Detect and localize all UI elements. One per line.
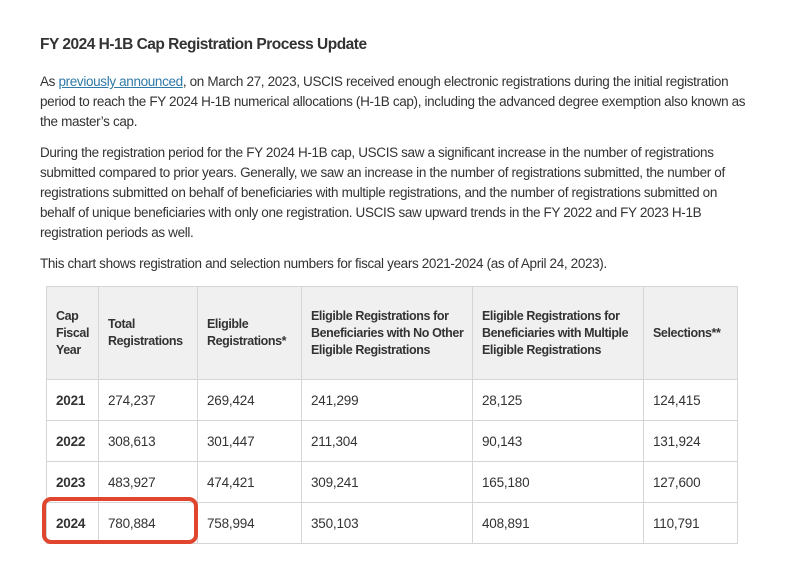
intro-text-after-link: , on March 27, 2023, USCIS received enough electronic registrations during the initial registration period to reach the FY 2024 H-1B numerical allocations (H-1B cap), including the advanced degree exemption also known as the master’s cap. — [40, 74, 746, 129]
table-row-2021 — [47, 380, 738, 421]
year-cell: 2023 — [47, 462, 99, 503]
value-cell: 165,180 — [473, 462, 644, 503]
value-cell: 241,299 — [302, 380, 473, 421]
year-cell: 2024 — [47, 503, 99, 544]
chart-description-paragraph: This chart shows registration and selection numbers for fiscal years 2021-2024 (as of April 24, 2023). — [40, 256, 607, 271]
value-cell: 474,421 — [198, 462, 302, 503]
year-cell: 2022 — [47, 421, 99, 462]
year-cell: 2021 — [47, 380, 99, 421]
value-cell: 127,600 — [644, 462, 738, 503]
col-header-multiple-eligible: Eligible Registrations for Beneficiaries with Multiple Eligible Registrations — [473, 287, 644, 380]
previously-announced-link[interactable]: previously announced — [58, 74, 183, 89]
value-cell: 110,791 — [644, 503, 738, 544]
value-cell: 309,241 — [302, 462, 473, 503]
registration-increase-paragraph: During the registration period for the FY 2024 H-1B cap, USCIS saw a significant increase in the number of registrations submitted compared to prior years. Generally, we saw an increase in the number of registrations submitted, the number of registrations submitted on behalf of beneficiaries with multiple registrations, and the number of registrations submitted on behalf of unique beneficiaries with only one registration. USCIS saw upward trends in the FY 2022 and FY 2023 H-1B registration periods as well. — [40, 145, 725, 240]
intro-paragraph — [40, 72, 754, 132]
value-cell: 131,924 — [644, 421, 738, 462]
value-cell: 758,994 — [198, 503, 302, 544]
value-cell: 780,884 — [99, 503, 198, 544]
value-cell: 28,125 — [473, 380, 644, 421]
registration-table — [46, 286, 738, 544]
value-cell: 350,103 — [302, 503, 473, 544]
col-header-total-registrations: Total Registrations — [99, 287, 198, 380]
value-cell: 301,447 — [198, 421, 302, 462]
registration-table-container — [46, 286, 737, 544]
value-cell: 408,891 — [473, 503, 644, 544]
value-cell: 483,927 — [99, 462, 198, 503]
value-cell: 124,415 — [644, 380, 738, 421]
table-row-2024 — [47, 503, 738, 544]
value-cell: 269,424 — [198, 380, 302, 421]
value-cell: 308,613 — [99, 421, 198, 462]
intro-text-before-link: As — [40, 74, 59, 89]
col-header-eligible-registrations: Eligible Registrations* — [198, 287, 302, 380]
table-row-2022 — [47, 421, 738, 462]
value-cell: 211,304 — [302, 421, 473, 462]
col-header-no-other-eligible: Eligible Registrations for Beneficiaries with No Other Eligible Registrations — [302, 287, 473, 380]
col-header-selections: Selections** — [644, 287, 738, 380]
table-header-row — [47, 287, 738, 380]
page-title: FY 2024 H-1B Cap Registration Process Update — [40, 36, 367, 53]
table-row-2023 — [47, 462, 738, 503]
value-cell: 90,143 — [473, 421, 644, 462]
col-header-cap-fiscal-year: Cap Fiscal Year — [47, 287, 99, 380]
value-cell: 274,237 — [99, 380, 198, 421]
